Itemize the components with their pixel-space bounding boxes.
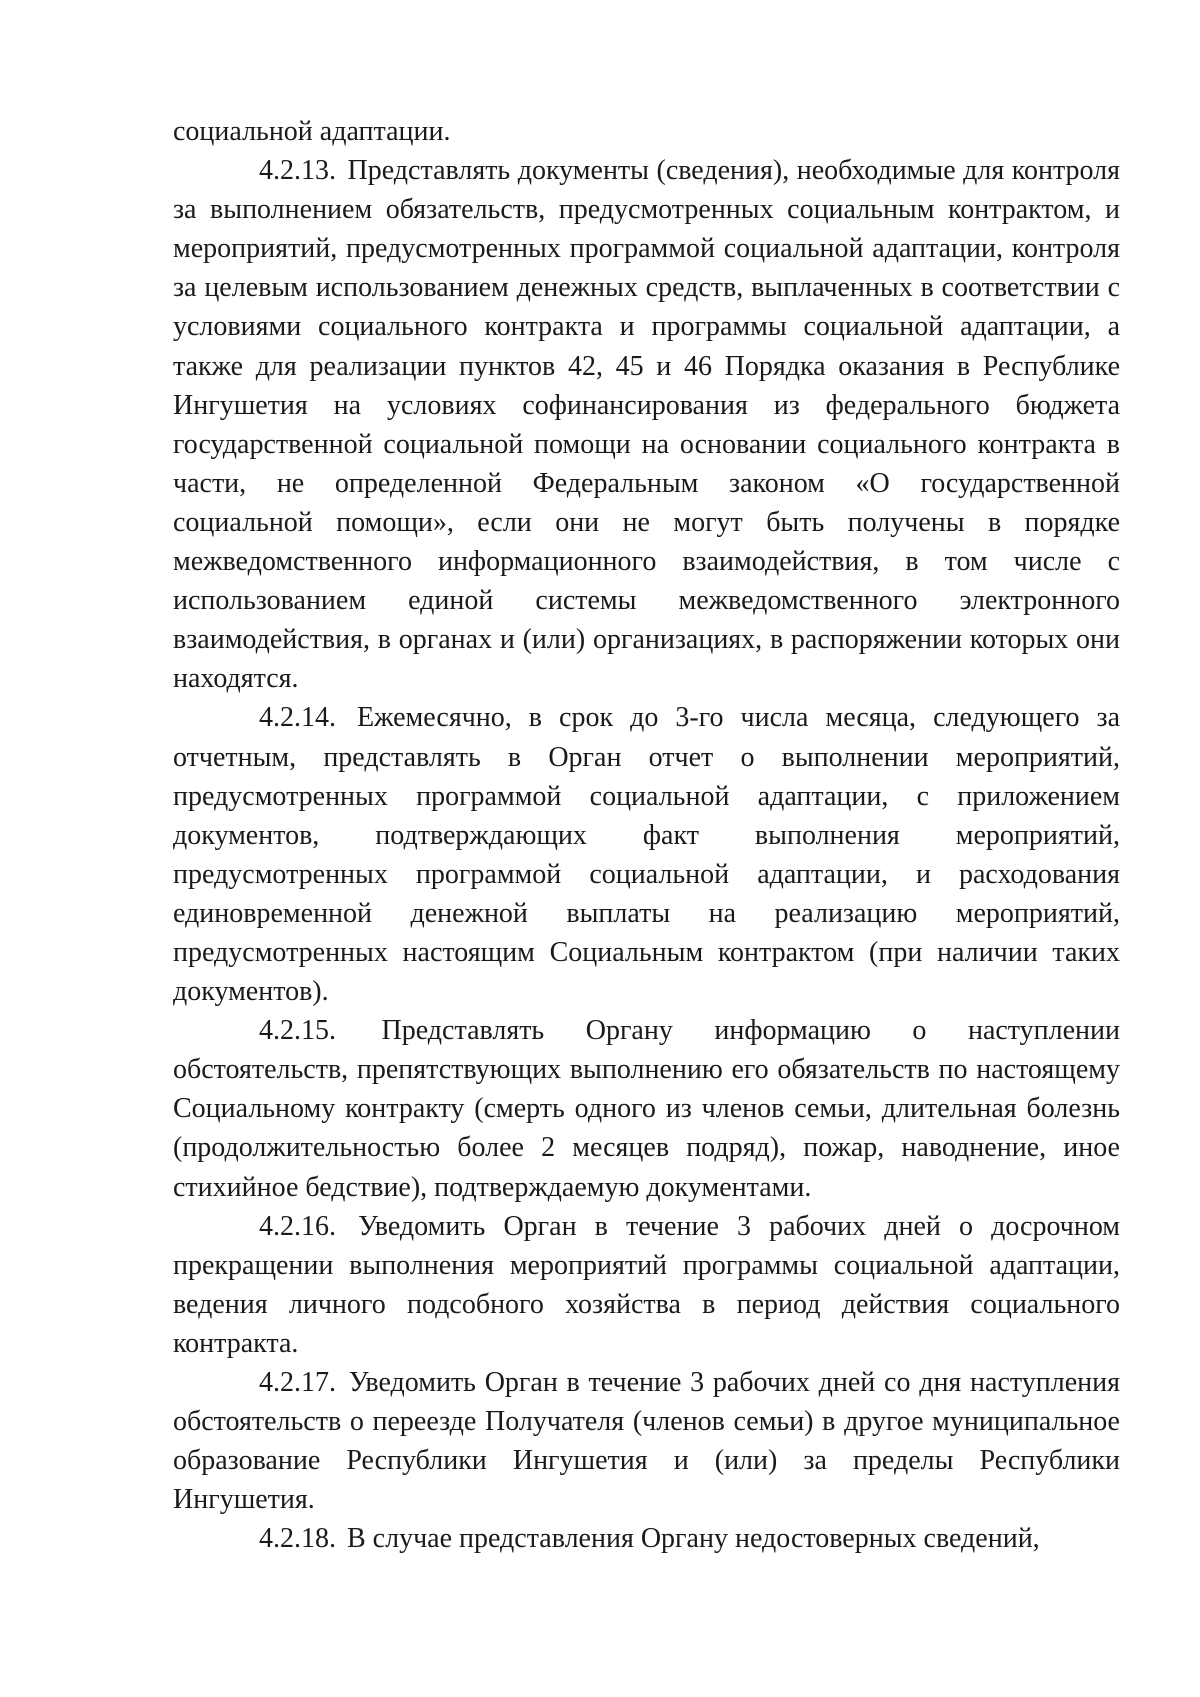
clause-4-2-13 bbox=[173, 151, 1120, 698]
clause-text: В случае представления Органу недостоверных сведений, bbox=[347, 1523, 1040, 1555]
paragraph-text: социальной адаптации. bbox=[173, 116, 451, 147]
clause-number: 4.2.18. bbox=[259, 1523, 336, 1555]
clause-number: 4.2.16. bbox=[259, 1210, 336, 1242]
clause-4-2-14 bbox=[173, 698, 1120, 1011]
clause-text: Уведомить Орган в течение 3 рабочих дней со дня наступления обстоятельств о переезде Получателя (членов семьи) в другое муниципальное образование Республики Ингушетия и (или) за пределы Республики Ингушетия. bbox=[173, 1367, 1120, 1516]
document-page bbox=[173, 112, 1120, 1558]
clause-text: Представлять Органу информацию о наступлении обстоятельств, препятствующих выполнению его обязательств по настоящему Социальному контракту (смерть одного из членов семьи, длительная болезнь (продолжительностью более 2 месяцев подряд), пожар, наводнение, иное стихийное бедствие), подтверждаемую документами. bbox=[173, 1015, 1121, 1203]
clause-text: Уведомить Орган в течение 3 рабочих дней о досрочном прекращении выполнения мероприятий программы социальной адаптации, ведения личного подсобного хозяйства в период действия социального контракта. bbox=[173, 1210, 1120, 1359]
clause-text: Представлять документы (сведения), необходимые для контроля за выполнением обязательств, предусмотренных социальным контрактом, и мероприятий, предусмотренных программой социальной адаптации, контроля за целевым использованием денежных средств, выплаченных в соответствии с условиями социального контракта и программы социальной адаптации, а также для реализации пунктов 42, 45 и 46 Порядка оказания в Республике Ингушетия на условиях софинансирования из федерального бюджета государственной социальной помощи на основании социального контракта в части, не определенной Федеральным законом «О государственной социальной помощи», если они не могут быть получены в порядке межведомственного информационного взаимодействия, в том числе с использованием единой системы межведомственного электронного взаимодействия, в органах и (или) организациях, в распоряжении которых они находятся. bbox=[173, 155, 1120, 695]
clause-4-2-15 bbox=[173, 1011, 1120, 1206]
clause-number: 4.2.13. bbox=[259, 155, 336, 187]
clause-4-2-17 bbox=[173, 1363, 1120, 1519]
clause-number: 4.2.15. bbox=[259, 1015, 336, 1047]
clause-text: Ежемесячно, в срок до 3-го числа месяца, следующего за отчетным, представлять в Орган отчет о выполнении мероприятий, предусмотренных программой социальной адаптации, с приложением документов, подтверждающих факт выполнения мероприятий, предусмотренных программой социальной адаптации, и расходования единовременной денежной выплаты на реализацию мероприятий, предусмотренных настоящим Социальным контрактом (при наличии таких документов). bbox=[173, 702, 1121, 1008]
clause-number: 4.2.17. bbox=[259, 1367, 336, 1398]
clause-4-2-16 bbox=[173, 1207, 1120, 1363]
paragraph-continuation bbox=[173, 112, 1120, 151]
clause-number: 4.2.14. bbox=[259, 702, 336, 734]
clause-4-2-18 bbox=[173, 1519, 1120, 1558]
